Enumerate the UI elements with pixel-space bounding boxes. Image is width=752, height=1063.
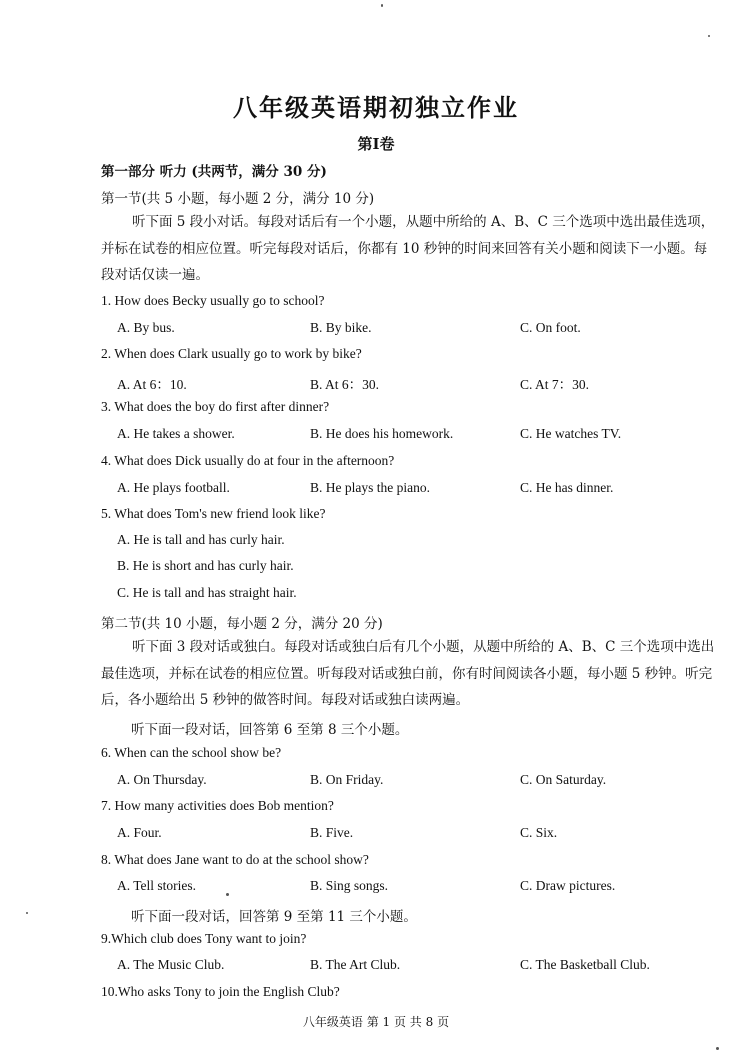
q9-option-a: A. The Music Club.: [117, 957, 225, 972]
q7-option-b: B. Five.: [310, 825, 354, 840]
q8-option-a: A. Tell stories.: [117, 878, 197, 893]
volume-heading: 第I卷: [357, 135, 395, 153]
page-title: 八年级英语期初独立作业: [233, 93, 519, 122]
q5-option-b: B. He is short and has curly hair.: [117, 558, 294, 573]
q4-option-a: A. He plays football.: [117, 480, 230, 495]
q3-option-b: B. He does his homework.: [310, 426, 454, 441]
scan-speck: [716, 1047, 719, 1050]
q8-option-b: B. Sing songs.: [310, 878, 389, 893]
q6-option-a: A. On Thursday.: [117, 772, 207, 787]
q1-option-a: A. By bus.: [117, 320, 175, 335]
question-4: 4. What does Dick usually do at four in the afternoon?: [101, 453, 395, 468]
question-2: 2. When does Clark usually go to work by bike?: [101, 346, 362, 361]
dialog1-instruction: 听下面一段对话，回答第 6 至第 8 三个小题。: [131, 722, 409, 738]
scan-speck: [26, 912, 28, 914]
q1-option-c: C. On foot.: [520, 320, 581, 335]
q4-option-c: C. He has dinner.: [520, 480, 614, 495]
q3-option-a: A. He takes a shower.: [117, 426, 235, 441]
q5-option-a: A. He is tall and has curly hair.: [117, 532, 285, 547]
q6-option-c: C. On Saturday.: [520, 772, 607, 787]
q2-option-b: B. At 6：30.: [310, 377, 380, 392]
question-8: 8. What does Jane want to do at the school show?: [101, 852, 369, 867]
dialog2-instruction: 听下面一段对话，回答第 9 至第 11 三个小题。: [131, 909, 417, 925]
question-7: 7. How many activities does Bob mention?: [101, 798, 334, 813]
q2-option-a: A. At 6：10.: [117, 377, 187, 392]
question-5: 5. What does Tom's new friend look like?: [101, 506, 326, 521]
q1-option-b: B. By bike.: [310, 320, 372, 335]
question-6: 6. When can the school show be?: [101, 745, 282, 760]
scan-speck: [226, 893, 229, 896]
q8-option-c: C. Draw pictures.: [520, 878, 616, 893]
scan-speck: [381, 4, 383, 7]
q9-option-b: B. The Art Club.: [310, 957, 401, 972]
q7-option-c: C. Six.: [520, 825, 558, 840]
section2-heading: 第二节(共 10 小题，每小题 2 分，满分 20 分): [101, 616, 383, 632]
part1-heading: 第一部分 听力 (共两节，满分 30 分): [101, 164, 327, 180]
section1-heading: 第一节(共 5 小题，每小题 2 分，满分 10 分): [101, 191, 375, 207]
section1-instructions: 听下面 5 段小对话。每段对话后有一个小题，从题中所给的 A、B、C 三个选项中选出最佳选项，并标在试卷的相应位置。听完每段对话后，你都有 10 秒钟的时间来回答有关小题和阅读下一小题。每段对话仅读一遍。: [101, 214, 715, 283]
question-10: 10.Who asks Tony to join the English Club?: [101, 984, 340, 999]
question-3: 3. What does the boy do first after dinner?: [101, 399, 330, 414]
q4-option-b: B. He plays the piano.: [310, 480, 430, 495]
q6-option-b: B. On Friday.: [310, 772, 384, 787]
question-9: 9.Which club does Tony want to join?: [101, 931, 307, 946]
page-footer: 八年级英语 第 1 页 共 8 页: [302, 1015, 450, 1029]
section2-instructions: 听下面 3 段对话或独白。每段对话或独白后有几个小题，从题中所给的 A、B、C 三个选项中选出最佳选项，并标在试卷的相应位置。听每段对话或独白前，你有时间阅读各小题，每小题 5 秒钟。听完后，各小题给出 5 秒钟的做答时间。每段对话或独白读两遍。: [101, 639, 715, 708]
q2-option-c: C. At 7：30.: [520, 377, 590, 392]
scan-speck: [708, 35, 710, 37]
q3-option-c: C. He watches TV.: [520, 426, 622, 441]
q5-option-c: C. He is tall and has straight hair.: [117, 585, 297, 600]
q7-option-a: A. Four.: [117, 825, 162, 840]
q9-option-c: C. The Basketball Club.: [520, 957, 650, 972]
question-1: 1. How does Becky usually go to school?: [101, 293, 325, 308]
